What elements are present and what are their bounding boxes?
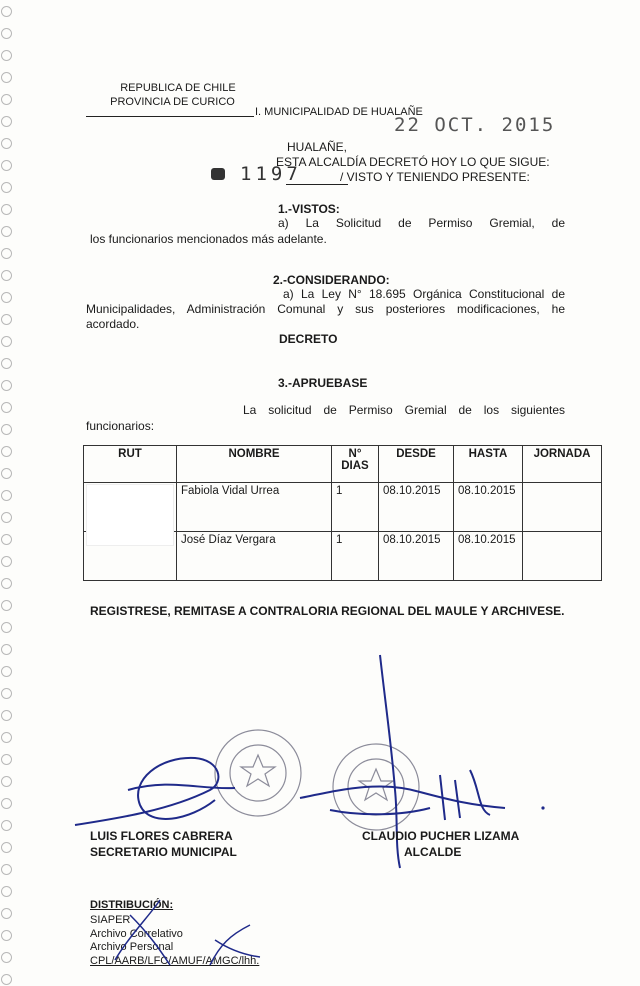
binder-hole — [1, 248, 12, 259]
received-date-stamp: 22 OCT. 2015 — [394, 114, 556, 136]
binder-hole — [1, 204, 12, 215]
binder-hole — [1, 446, 12, 457]
decree-number-rule — [286, 184, 348, 185]
left-stamp — [215, 730, 301, 816]
binder-hole — [1, 402, 12, 413]
binder-hole — [1, 160, 12, 171]
right-signatory-title: ALCALDE — [404, 845, 462, 859]
republic-label: REPUBLICA DE CHILE — [120, 82, 236, 94]
col-header-rut: RUT — [84, 446, 177, 483]
binder-hole — [1, 94, 12, 105]
left-signatory-name: LUIS FLORES CABRERA — [90, 829, 233, 843]
binder-hole — [1, 50, 12, 61]
vistos-heading: 1.-VISTOS: — [278, 202, 340, 216]
distribution-item: CPL/AARB/LFC/AMUF/AMGC/lhh. — [90, 955, 260, 967]
considerando-line-1: a) La Ley N° 18.695 Orgánica Constitucional de — [283, 287, 565, 301]
right-signatory-name: CLAUDIO PUCHER LIZAMA — [362, 829, 520, 843]
decreto-label: DECRETO — [279, 332, 338, 346]
cell-jornada — [523, 483, 602, 532]
cell-nombre: José Díaz Vergara — [177, 532, 332, 581]
binder-hole — [1, 622, 12, 633]
col-header-hasta: HASTA — [454, 446, 523, 483]
vistos-line-2: los funcionarios mencionados más adelante. — [90, 232, 327, 246]
binder-hole — [1, 226, 12, 237]
binder-hole — [1, 578, 12, 589]
binder-hole — [1, 358, 12, 369]
apruebase-heading: 3.-APRUEBASE — [278, 376, 368, 390]
cell-jornada — [523, 532, 602, 581]
province-label: PROVINCIA DE CURICO — [110, 96, 235, 108]
distribution-item: SIAPER — [90, 914, 131, 926]
considerando-line-2: Municipalidades, Administración Comunal y sus posteriores modificaciones, he — [86, 302, 565, 316]
initials-scribble — [100, 895, 280, 975]
left-signature — [75, 758, 235, 825]
considerando-heading: 2.-CONSIDERANDO: — [273, 273, 390, 287]
binder-hole — [1, 182, 12, 193]
visto-label: / VISTO Y TENIENDO PRESENTE: — [340, 170, 530, 184]
cell-nombre: Fabiola Vidal Urrea — [177, 483, 332, 532]
distribution-item: Archivo Correlativo — [90, 928, 183, 940]
apruebase-line-2: funcionarios: — [86, 419, 155, 433]
signatures-and-stamps — [0, 640, 640, 880]
closing-line: REGISTRESE, REMITASE A CONTRALORIA REGIONAL DEL MAULE Y ARCHIVESE. — [90, 604, 565, 618]
col-header-desde: DESDE — [379, 446, 454, 483]
binder-hole — [1, 952, 12, 963]
binder-hole — [1, 270, 12, 281]
binder-hole — [1, 72, 12, 83]
vistos-line-1: a) La Solicitud de Permiso Gremial, de — [278, 216, 565, 230]
binder-hole — [1, 6, 12, 17]
binder-hole — [1, 336, 12, 347]
binder-hole — [1, 930, 12, 941]
decree-number: 1197 — [240, 163, 302, 185]
distribution-item: Archivo Personal — [90, 941, 174, 953]
binder-hole — [1, 974, 12, 985]
col-header-jornada: JORNADA — [523, 446, 602, 483]
municipality-label: I. MUNICIPALIDAD DE HUALAÑE — [255, 106, 423, 118]
cell-dias: 1 — [332, 483, 379, 532]
left-signatory-title: SECRETARIO MUNICIPAL — [90, 845, 237, 859]
distribution-heading: DISTRIBUCIÓN: — [90, 899, 174, 911]
decree-intro: ESTA ALCALDÍA DECRETÓ HOY LO QUE SIGUE: — [276, 155, 550, 169]
considerando-line-3: acordado. — [86, 317, 140, 331]
binder-hole — [1, 468, 12, 479]
header-rule — [86, 116, 254, 117]
redacted-rut — [86, 484, 174, 546]
binder-hole — [1, 490, 12, 501]
binder-hole — [1, 292, 12, 303]
col-header-nombre: NOMBRE — [177, 446, 332, 483]
binder-hole — [1, 512, 12, 523]
cell-desde: 08.10.2015 — [379, 532, 454, 581]
cell-hasta: 08.10.2015 — [454, 483, 523, 532]
binder-hole — [1, 886, 12, 897]
table-header-row — [84, 446, 602, 483]
apruebase-line-1: La solicitud de Permiso Gremial de los siguientes — [243, 403, 565, 417]
binder-hole — [1, 556, 12, 567]
binder-hole — [1, 138, 12, 149]
binder-hole — [1, 424, 12, 435]
binder-hole — [1, 600, 12, 611]
binder-hole — [1, 116, 12, 127]
binder-hole — [1, 908, 12, 919]
col-header-dias: N° DIAS — [332, 446, 379, 483]
ink-mark — [211, 168, 225, 180]
binder-hole — [1, 28, 12, 39]
binder-hole — [1, 380, 12, 391]
place-label: HUALAÑE, — [287, 140, 348, 154]
binder-hole — [1, 534, 12, 545]
cell-dias: 1 — [332, 532, 379, 581]
binder-hole — [1, 314, 12, 325]
cell-hasta: 08.10.2015 — [454, 532, 523, 581]
cell-desde: 08.10.2015 — [379, 483, 454, 532]
